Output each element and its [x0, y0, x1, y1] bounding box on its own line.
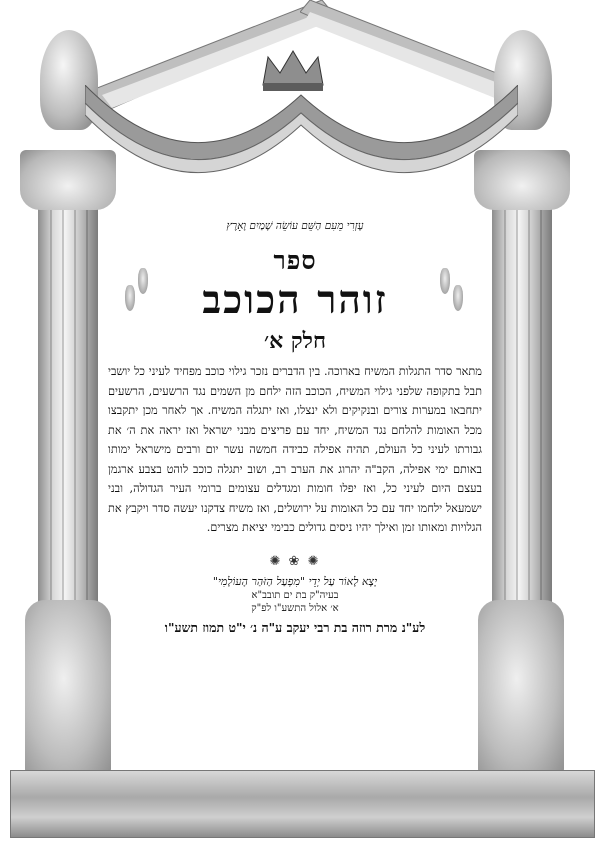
crown-icon	[258, 45, 328, 93]
ornament-divider: ✺ ❀ ✺	[269, 553, 321, 569]
publisher-line: יָצָא לָאוֹר עַל יְדֵי "מִפְעַל הַזֹּהַר הָעוֹלָמִי"	[212, 574, 378, 588]
sefer-label: ספר	[273, 246, 317, 275]
motto: עֶזְרִי מֵעִם הַשֵּׁם עוֹשֵׂה שָׁמַיִם וָאָרֶץ	[226, 220, 364, 232]
volume-label: חלק א׳	[264, 328, 326, 354]
stone-plinth	[10, 770, 595, 838]
right-column-base	[478, 600, 564, 775]
location-line: בעיה"ק בת ים תובב"א	[251, 589, 339, 601]
curtain-drape	[85, 85, 518, 195]
left-column-base	[25, 600, 111, 775]
date-line: א׳ אלול התשע"ו לפ"ק	[251, 602, 339, 614]
description-paragraph: מתאר סדר התגלות המשיח בארוכה. בין הדברים נזכר גילוי כוכב מפחיד לעיני כל יושבי תבל בתקופה שלפני גילוי המשיח, הכוכב הזה ילחם מן השמים נגד הרשעים, הרשעים יתחבאו במערות צורים ובנקיקים ולא ינצלו, ואז יתגלה המשיח. אך לאחר מכן יתקבצו מכל האומות להלחם נגד המשיח, יחד עם פריצים מבני ישראל ואז יראה את ה׳ את גבורתו לעיני כל העולם, תהיה אפילה כבידה חמשה עשר יום ורבים מישראל ימותו באותם ימי אפילה, הקב"ה יהרוג את הערב רב, ושוב יתגלה כוכב לוהט בצבע ארגמן בעצם היום לעיני כל, ואז יפלו חומות ומגדלים עצומים ברומי העיר הגדולה, ובני ישמעאל ילחמו יחד עם כל האומות על ירושלים, ואז משיח צדקנו יעשה סדר ויקבץ את הגלויות ומאותו זמן ואילך יהיו ניסים גדולים כבימי יציאת מצרים.	[108, 365, 482, 534]
title-page-content	[108, 218, 482, 636]
memorial-dedication: לע"נ מרת רוזה בת רבי יעקב ע"ה נ׳ י"ט תמוז תשע"ו	[164, 619, 426, 635]
book-title: זוהר הכוכב	[202, 277, 388, 323]
